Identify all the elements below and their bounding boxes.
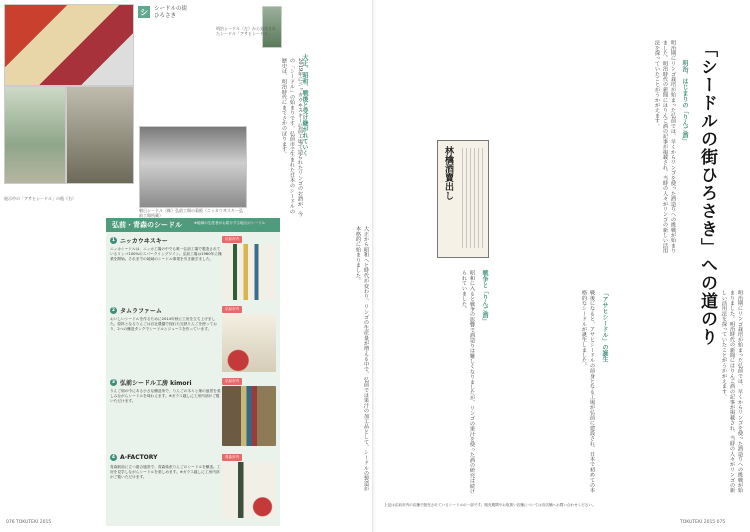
article-title: 「シードルの街ひろさき」への道のり <box>697 40 717 346</box>
shop-panel-header <box>106 218 280 232</box>
shop-description: ニッカシードルは、ニッカ工場の中でも唯一弘前工場で製造されているリンゴ100%のスパークリングワイン。弘前工場は1960年に操業を開始。それまでの地域のシードル事業を引き継ぎました。 <box>110 247 222 262</box>
shop-name: 2 タムラファーム <box>111 308 162 315</box>
right-subhead-2: 戦争と「りんご酒」 <box>481 270 488 324</box>
newspaper-text-lines <box>462 148 484 248</box>
right-subhead-1: 明治、はじまりの「りんご酒」 <box>681 60 688 144</box>
shop-item <box>110 378 276 450</box>
newspaper-headline: 林檎酒賣出し <box>443 146 453 200</box>
left-page-number: 076 TOKUTEKI 2015 <box>6 520 52 525</box>
cider-with-apples-photo <box>222 314 276 372</box>
shop-description: 青森駅前に立つ複合施設で、青森県産りんごのシードルを醸造。工房を見学しながらシードルを楽しめます。※ガラス越しに工房内部がご覧いただけます。 <box>110 465 221 480</box>
footnote: 上記は弘前市内の店舗で販売されているシードルの一部です。販売期間やお取扱い店舗については各店舗へお問い合わせください。 <box>384 503 596 507</box>
cider-bottles-on-tree-photo <box>222 386 276 446</box>
left-page <box>0 0 374 532</box>
cider-bottles-apples-photo <box>222 462 276 518</box>
shop-area-tag: 青森市内 <box>222 454 242 461</box>
left-body-text: 2019年にニッカウヰスキー弘前工場で造られたリンゴのお酒が、今の「シードル」の始まりです。弘前市で生まれた日本のシードルの歴史は、明治時代にまでさかのぼります。 <box>281 58 303 217</box>
shop-panel-title: 弘前・青森のシードル <box>112 221 182 229</box>
cider-bottles-photo <box>222 244 276 300</box>
shop-number-badge: 2 <box>111 308 116 313</box>
shop-item <box>110 306 276 376</box>
shop-number-badge: 1 <box>111 238 116 243</box>
shop-name: 3 弘前シードル工房 kimori <box>111 380 192 387</box>
label-photo-caption: 明治シードル（左）から発売されたシードル「アサヒシードル」 <box>216 26 276 36</box>
right-body-text-4: 明治期にリンゴ栽培が始まった弘前では、早くからリンゴを使った酒造りへの挑戦が始まりました。明治時代の新聞にはりんご酒の記事が掲載され、当時の人々がリンゴの新しい活用法を探っていたことがうかがえます。 <box>721 290 743 493</box>
section-header <box>138 6 187 20</box>
sign-photo-caption: 朝日シードル（株）弘前工場の看板（ニッカウヰスキー弘前工場所蔵） <box>139 208 243 218</box>
cider-shop-panel <box>106 218 280 526</box>
left-subhead: 大正、昭和、戦後と受け継がれていく <box>301 54 308 156</box>
cider-labels-photo <box>4 4 134 86</box>
shop-number-badge: 3 <box>111 380 116 385</box>
shop-item <box>110 454 276 524</box>
shop-description: おいしいシードルを作るために2014年秋に工房を立ち上げました。原料となるりんごは自社農園で採れた完熟りんごを使っており、2つの醸造タンクでシードルとジュースを作っています。 <box>110 317 217 332</box>
right-body-text-3: 戦後になると、アサヒシードルの前身となる工場が弘前に建設され、日本で初めての本格的なシードルが誕生しました。 <box>581 290 595 493</box>
shop-number-badge: 4 <box>111 455 116 460</box>
factory-photo-caption: 展示中の「アサヒシードル」の瓶（右） <box>4 196 76 201</box>
section-badge: シ <box>140 7 148 17</box>
right-subhead-3: 「アサヒシードル」の誕生 <box>601 290 608 362</box>
shop-area-tag: 弘前市内 <box>222 306 242 313</box>
right-page-number: TOKUTEKI 2015 075 <box>680 520 726 525</box>
right-body-text-2: 昭和に入ると戦争の影響で酒造りは難しくなりましたが、リンゴの果汁を使った酒の研究は続けられていました。 <box>461 270 475 494</box>
section-title: シードルの街 ひろさき <box>154 6 188 19</box>
shop-name: 1 ニッカウヰスキー <box>111 238 168 245</box>
shop-item <box>110 236 276 304</box>
shop-area-tag: 弘前市内 <box>222 236 242 243</box>
left-body-text-2: 大正から昭和へと時代が変わり、リンゴの生産量が増える中で、弘前では果汁の加工品として、シードルの製造が本格的に始まりました。 <box>355 226 369 492</box>
shop-area-tag: 弘前市内 <box>222 378 242 385</box>
shop-name: 4 A-FACTORY <box>111 454 158 461</box>
shop-description: りんご畑の中にある小さな醸造所で、りんごの木々と畑の風景を楽しみながらシードルを味わえます。※ガラス越しに工房内部がご覧いただけます。 <box>110 389 221 404</box>
old-bottles-photo <box>4 86 66 184</box>
shop-panel-note: ※地域の生産者がお届けする地元のシードル <box>194 221 266 225</box>
factory-sign-photo <box>139 126 247 208</box>
bottle-closeup-photo <box>66 86 134 184</box>
right-body-text: 明治期にリンゴ栽培が始まった弘前では、早くからリンゴを使った酒造りへの挑戦が始まりました。明治時代の新聞にはりんご酒の記事が掲載され、当時の人々がリンゴの新しい活用法を探っていたことがうかがえます。 <box>654 40 676 254</box>
